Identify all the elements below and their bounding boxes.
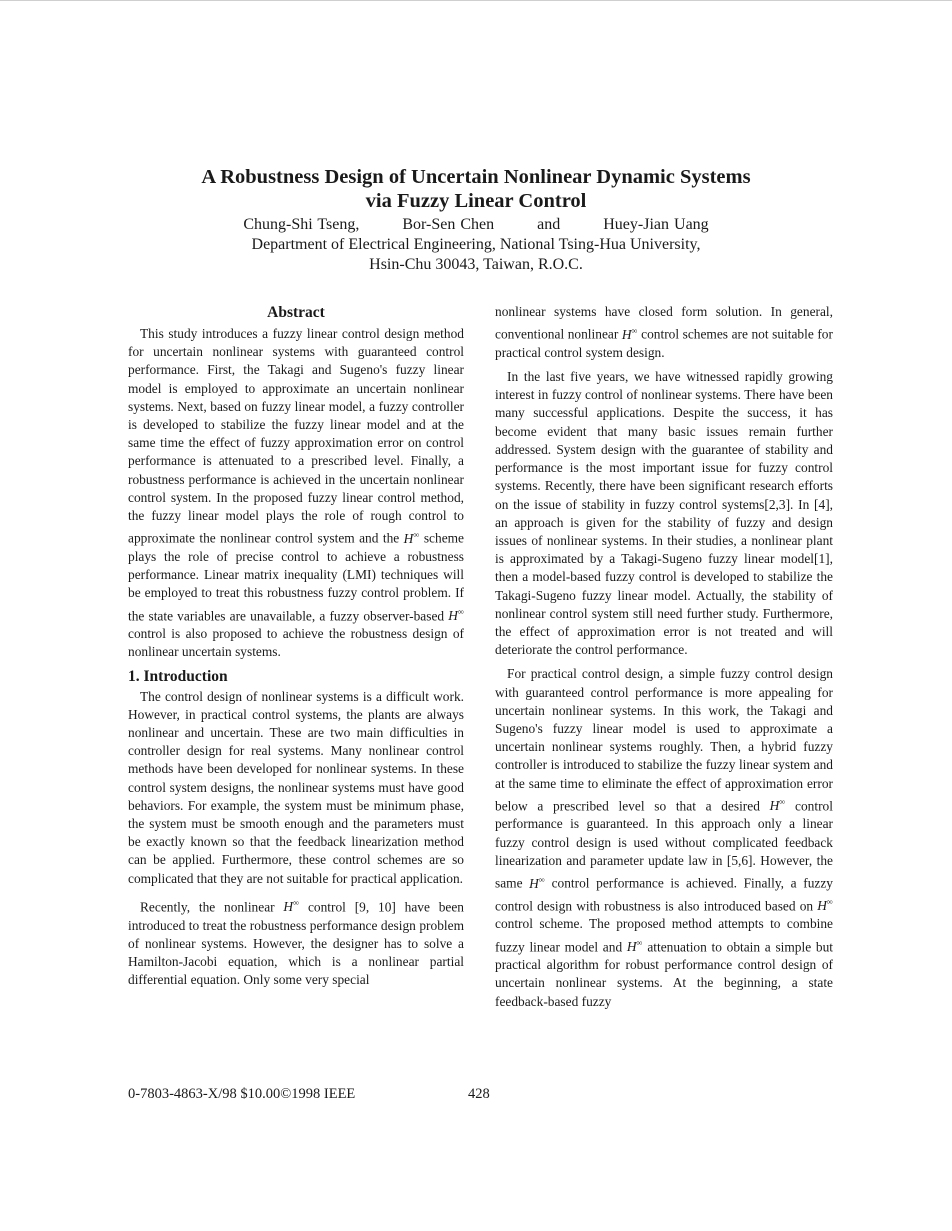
abstract-text-c: control is also proposed to achieve the robustness design of nonlinear uncertain systems.	[128, 626, 464, 660]
right-paragraph-2: In the last five years, we have witnessed rapidly growing interest in fuzzy control of nonlinear systems. There have been many successful applications. Despite the success, it has become evident that many basic issues remain further addressed. System design with the guarantee of stability and performance is the most important issue for fuzzy control systems. Recently, there have been significant research efforts on the issue of stability in fuzzy control systems[2,3]. In [4], an approach is given for the stability of fuzzy and design issues of nonlinear systems. In their studies, a nonlinear plant is approximated by a Takagi-Sugeno fuzzy linear model[1], then a model-based fuzzy control is developed to stabilize the Takagi-Sugeno fuzzy linear model. Actually, the stability of nonlinear control system still need further study. Furthermore, the effect of approximation error is not treated and will deteriorate the control performance.	[495, 369, 833, 658]
left-column	[128, 304, 464, 995]
author-1: Chung-Shi Tseng,	[243, 216, 360, 233]
right-paragraph-1	[495, 303, 833, 362]
affiliation-line2: Hsin-Chu 30043, Taiwan, R.O.C.	[369, 256, 583, 273]
paper-title-line2: via Fuzzy Linear Control	[365, 190, 587, 212]
section-heading-introduction: 1. Introduction	[128, 667, 228, 685]
footer-copyright: 0-7803-4863-X/98 $10.00©1998 IEEE	[128, 1086, 356, 1102]
h-infinity-symbol: H∞	[403, 529, 420, 546]
abstract-paragraph	[128, 325, 464, 662]
author-2: Bor-Sen Chen	[402, 216, 495, 233]
right-p3-text-a: For practical control design, a simple fuzzy control design with guaranteed control performance is more appealing for uncertain nonlinear systems. In this work, the Takagi and Sugeno's fuzzy linear model is used to approximate a uncertain nonlinear systems roughly. Then, a hybrid fuzzy controller is introduced to stabilize the fuzzy linear system and at the same time to eliminate the effect of approximation error below a prescribed level so that a desired	[495, 666, 833, 814]
right-column	[495, 303, 833, 1017]
abstract-heading: Abstract	[267, 304, 325, 321]
paper-header	[0, 165, 952, 275]
right-p3-text-e: attenuation to obtain a simple but practical algorithm for robust performance control design of uncertain nonlinear systems. At the beginning, a state feedback-based fuzzy	[495, 939, 833, 1009]
h-infinity-symbol: H∞	[448, 606, 464, 623]
intro-p2-text-b: control [9, 10] have been introduced to treat the robustness performance design problem of nonlinear systems. However, the designer has to solve a Hamilton-Jacobi equation, which is a nonlinear partial differential equation. Only some very special	[128, 899, 465, 988]
right-paragraph-3	[495, 665, 833, 1011]
h-infinity-symbol: H∞	[621, 325, 638, 342]
intro-p2-text-a: Recently, the nonlinear	[140, 899, 275, 915]
h-infinity-symbol: H∞	[529, 874, 545, 891]
abstract-text-a: This study introduces a fuzzy linear control design method for uncertain nonlinear systems with guaranteed control performance. First, the Takagi and Sugeno's fuzzy linear model is employed to approximate an uncertain nonlinear systems. Next, based on fuzzy linear model, a fuzzy controller is developed to stabilize the fuzzy linear model and at the same time the effect of fuzzy approximation error on control performance is attenuated to a prescribed level. Finally, a robustness performance is achieved in the uncertain nonlinear control system. In the proposed fuzzy linear control method, the fuzzy linear model plays the role of rough control to approximate the nonlinear control system and the	[128, 326, 464, 546]
right-p1-text-a: nonlinear systems have closed form solution. In general, conventional nonlinear	[495, 304, 833, 342]
author-3: Huey-Jian Uang	[603, 216, 709, 233]
page-top-border	[0, 0, 952, 1]
right-p3-text-d: control scheme. The proposed method attempts to combine fuzzy linear model and	[495, 916, 833, 955]
h-infinity-symbol: H∞	[769, 796, 786, 814]
author-list	[0, 215, 952, 235]
h-infinity-symbol: H∞	[817, 896, 833, 914]
right-p3-text-c: control performance is achieved. Finally, a fuzzy control design with robustness is also introduced based on	[495, 875, 833, 914]
affiliation-line1: Department of Electrical Engineering, National Tsing-Hua University,	[251, 236, 701, 253]
intro-paragraph-1: The control design of nonlinear systems is a difficult work. However, in practical control systems, the plants are always nonlinear and uncertain. These are two main difficulties in controller design for real systems. Many nonlinear control methods have been developed for nonlinear systems. In these control system designs, the nonlinear systems must have good behaviors. For example, the system must be minimum phase, the system must be smooth enough and the parameters must be exactly known so that the feedback linearization method can be applied. Furthermore, these control schemes are so complicated that they are not suitable for practical application.	[128, 688, 464, 886]
intro-paragraph-2	[128, 894, 464, 989]
abstract-text-b: scheme plays the role of precise control to achieve a robustness performance. Linear matrix inequality (LMI) techniques will be employed to treat this robustness fuzzy control problem. If the state variables are unavailable, a fuzzy observer-based	[128, 530, 464, 623]
page-number: 428	[468, 1086, 490, 1102]
right-p1-text-b: control schemes are not suitable for practical control system design.	[495, 326, 833, 360]
h-infinity-symbol: H∞	[283, 897, 300, 915]
right-p3-text-b: control performance is guaranteed. In this approach only a linear fuzzy control design is used without complicated feedback linearization and parameter update law in [5,6]. However, the same	[495, 798, 833, 891]
author-conjunction: and	[537, 216, 561, 233]
h-infinity-symbol: H∞	[626, 937, 643, 955]
paper-title-line1: A Robustness Design of Uncertain Nonlinear Dynamic Systems	[201, 166, 751, 188]
